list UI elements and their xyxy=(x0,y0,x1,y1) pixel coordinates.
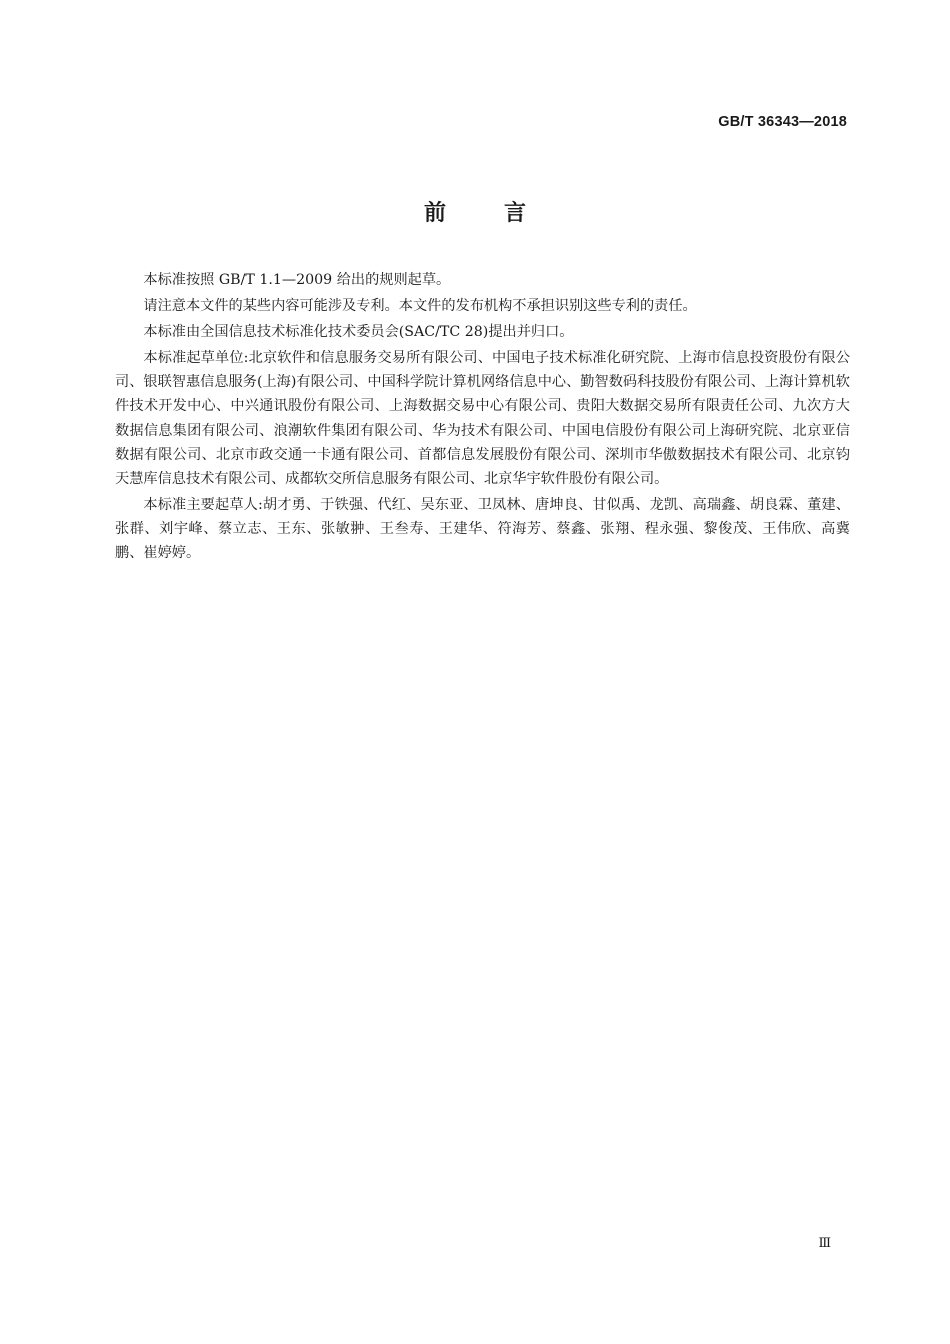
paragraph-patent-notice: 请注意本文件的某些内容可能涉及专利。本文件的发布机构不承担识别这些专利的责任。 xyxy=(143,298,697,314)
title-char-2: 言 xyxy=(504,201,527,226)
page-title xyxy=(0,196,950,227)
page-number: Ⅲ xyxy=(818,1236,831,1251)
standard-code: GB/T 36343—2018 xyxy=(718,114,847,130)
paragraph-drafting-units: 本标准起草单位:北京软件和信息服务交易所有限公司、中国电子技术标准化研究院、上海市信息投资股份有限公司、银联智惠信息服务(上海)有限公司、中国科学院计算机网络信息中心、勤智数码科技股份有限公司、上海计算机软件技术开发中心、中兴通讯股份有限公司、上海数据交易中心有限公司、贵阳大数据交易所有限责任公司、九次方大数据信息集团有限公司、浪潮软件集团有限公司、华为技术有限公司、中国电信股份有限公司上海研究院、北京亚信数据有限公司、北京市政交通一卡通有限公司、首都信息发展股份有限公司、深圳市华傲数据技术有限公司、北京钧天慧库信息技术有限公司、成都软交所信息服务有限公司、北京华宇软件股份有限公司。 xyxy=(115,350,850,488)
paragraph-drafting-rules: 本标准按照 GB/T 1.1—2009 给出的规则起草。 xyxy=(143,272,451,288)
paragraph-drafters: 本标准主要起草人:胡才勇、于铁强、代红、吴东亚、卫凤林、唐坤良、甘似禹、龙凯、高瑞鑫、胡良霖、董建、张群、刘宇峰、蔡立志、王东、张敏翀、王叁寿、王建华、符海芳、蔡鑫、张翔、程永强、黎俊茂、王伟欣、高冀鹏、崔婷婷。 xyxy=(115,497,850,562)
foreword-body xyxy=(115,268,850,567)
paragraph-proposer: 本标准由全国信息技术标准化技术委员会(SAC/TC 28)提出并归口。 xyxy=(143,324,574,340)
title-char-1: 前 xyxy=(423,201,446,226)
